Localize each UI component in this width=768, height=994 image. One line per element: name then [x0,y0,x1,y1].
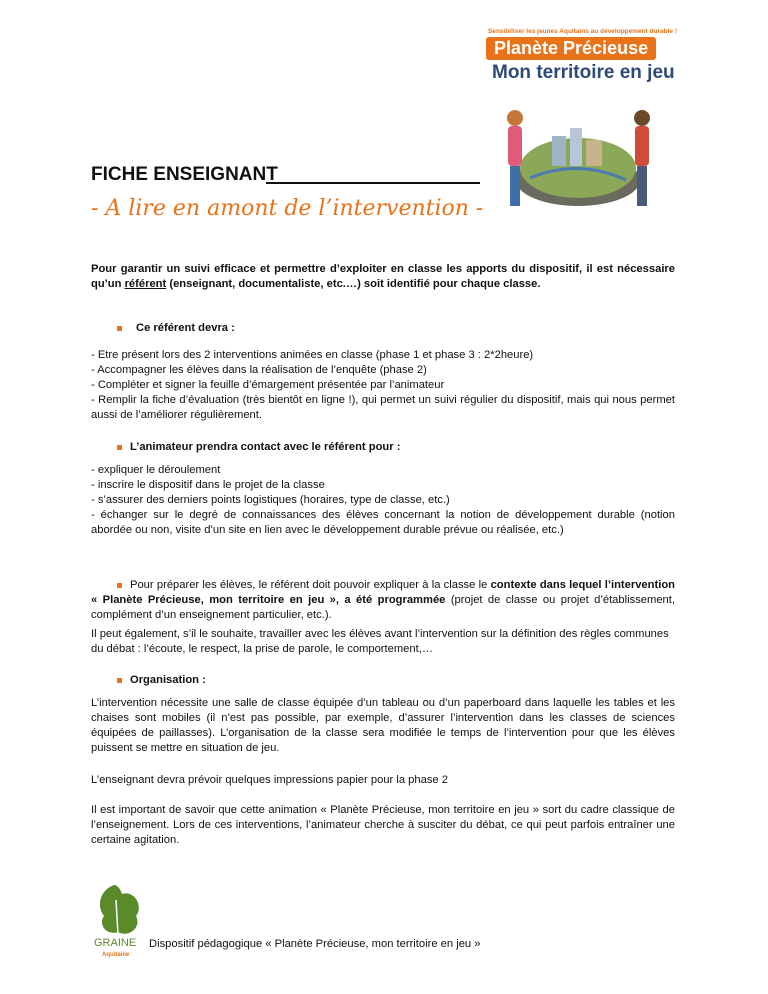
brand-logo-subtitle: Mon territoire en jeu [492,62,675,83]
planet-illustration [490,88,665,218]
page-subtitle: - A lire en amont de l’intervention - [91,196,484,221]
bullet-square-icon [117,326,122,331]
brand-tagline: Sensibiliser les jeunes Aquitains au développement durable ! [488,28,678,35]
organisation-paragraph: L’intervention nécessite une salle de classe équipée d’un tableau ou d’un paperboard dans laquelle les tables et les chaises sont mobiles (il n’est pas possible, par exemple, d’assurer l’intervention dans les classes de sciences équipées de paillasses). L’organisation de la classe sera modifiée le temps de l’intervention pour que les élèves puissent se mettre en situation de jeu. [91,697,675,754]
graine-aquitaine-logo [92,880,147,960]
list-item: - Compléter et signer la feuille d’émargement présentée par l’animateur [91,379,445,391]
section-heading-animateur: L’animateur prendra contact avec le référent pour : [117,441,400,453]
intro-paragraph: Pour garantir un suivi efficace et permettre d’exploiter en classe les apports du dispositif, il est nécessaire qu’un référent (enseignant, documentaliste, etc.…) soit identifié pour chaque classe. [91,263,675,290]
list-item: - expliquer le déroulement [91,464,221,476]
list-item: - Etre présent lors des 2 interventions animées en classe (phase 1 et phase 3 : 2*2heure) [91,349,534,361]
bullet-square-icon [117,678,122,683]
graine-logo-subtext: Aquitaine [102,952,130,958]
brand-logo-title: Planète Précieuse [486,37,656,60]
graine-logo-text: GRAINE [94,937,137,949]
list-item: - Accompagner les élèves dans la réalisation de l’enquête (phase 2) [91,364,427,376]
preparation-paragraph: Pour préparer les élèves, le référent doit pouvoir expliquer à la classe le contexte dans lequel l’intervention « Planète Précieuse, mon territoire en jeu », a été programmée (projet de classe ou projet d’établissement, complément d’un enseignement particulier, etc.). [91,579,675,621]
agitation-paragraph: Il est important de savoir que cette animation « Planète Précieuse, mon territoire en jeu » sort du cadre classique de l’enseignement. Lors de ces interventions, l’animateur cherche à susciter du débat, ce qui peut parfois entraîner une certaine agitation. [91,804,675,846]
referent-duties [91,348,675,423]
bullet-square-icon [117,445,122,450]
rules-paragraph: Il peut également, s’il le souhaite, travailler avec les élèves avant l’intervention sur la définition des règles communes du débat : l’écoute, le respect, la prise de parole, le comportement,… [91,628,669,655]
title-underline [266,182,480,184]
section-heading-referent: Ce référent devra : [117,322,235,334]
animateur-tasks [91,463,675,538]
footer-text: Dispositif pédagogique « Planète Précieuse, mon territoire en jeu » [149,938,481,950]
printing-paragraph: L’enseignant devra prévoir quelques impressions papier pour la phase 2 [91,774,448,786]
bullet-square-icon [117,583,122,588]
list-item: - échanger sur le degré de connaissances des élèves concernant la notion de développement durable (notion abordée ou non, visite d’un site en lien avec le développement durable prévue ou réalisée, etc.) [91,509,675,536]
referent-term: référent [124,278,167,290]
list-item: - inscrire le dispositif dans le projet de la classe [91,479,325,491]
page-title: FICHE ENSEIGNANT [91,164,278,185]
list-item: - s’assurer des derniers points logistiques (horaires, type de classe, etc.) [91,494,450,506]
list-item: - Remplir la fiche d’évaluation (très bientôt en ligne !), qui permet un suivi régulier du dispositif, mais qui nous permet aussi de l’améliorer régulièrement. [91,394,675,421]
section-heading-organisation: Organisation : [117,674,206,686]
